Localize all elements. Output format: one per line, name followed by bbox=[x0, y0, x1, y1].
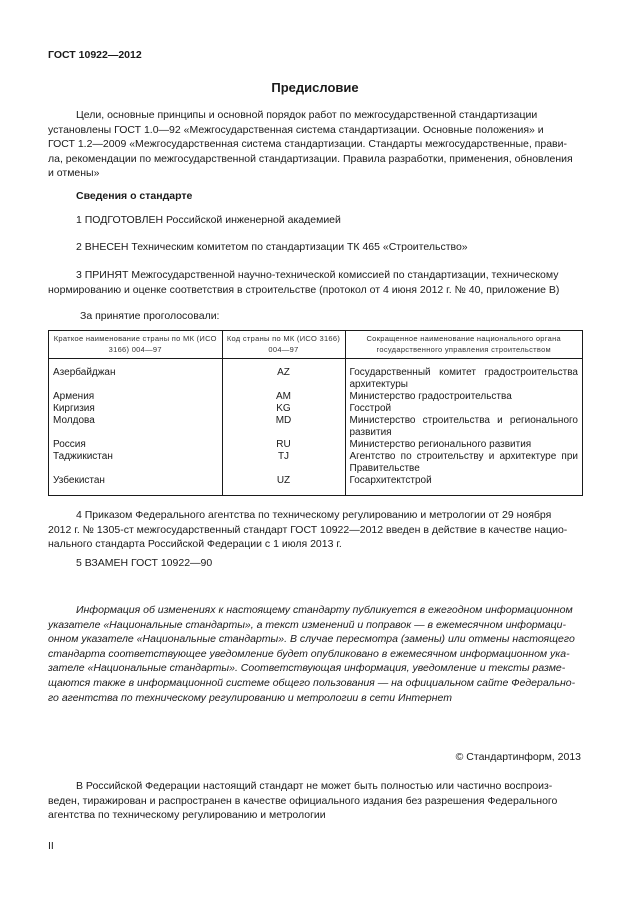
table-cell-code: MD bbox=[222, 415, 345, 439]
document-code-header: ГОСТ 10922—2012 bbox=[48, 49, 142, 61]
table-cell-organ: Госархитектстрой bbox=[349, 475, 432, 486]
info-notice bbox=[48, 603, 581, 705]
table-row bbox=[49, 451, 582, 475]
table-cell-country: Узбекистан bbox=[49, 475, 222, 495]
item-3-line: 3 ПРИНЯТ Межгосударственной научно-технической комиссией по стандартизации, техническому bbox=[76, 269, 559, 281]
intro-line: Цели, основные принципы и основной порядок работ по межгосударственной стандартизации bbox=[76, 109, 538, 121]
column-header-code: Код страны по МК (ИСО 3166) 004—97 bbox=[222, 331, 345, 359]
table-row bbox=[49, 475, 582, 495]
voted-label: За принятие проголосовали: bbox=[80, 310, 220, 322]
item-3 bbox=[48, 268, 581, 297]
table-cell-code: RU bbox=[222, 439, 345, 451]
table-cell-code: TJ bbox=[222, 451, 345, 475]
item-4-line: 2012 г. № 1305-ст межгосударственный стандарт ГОСТ 10922—2012 введен в действие в качестве нацио- bbox=[48, 523, 568, 536]
item-5: 5 ВЗАМЕН ГОСТ 10922—90 bbox=[76, 557, 213, 569]
intro-line: установлены ГОСТ 1.0—92 «Межгосударственная система стандартизации. Основные положения» и bbox=[48, 123, 544, 136]
table-row bbox=[49, 391, 582, 403]
table-cell-organ: Госстрой bbox=[349, 403, 392, 414]
info-line: онном указателе «Национальные стандарты». В случае пересмотра (замены) или отмены настоящего bbox=[48, 633, 575, 646]
intro-paragraph bbox=[48, 108, 581, 181]
item-2: 2 ВНЕСЕН Техническим комитетом по стандартизации ТК 465 «Строительство» bbox=[76, 241, 468, 253]
voting-table bbox=[48, 330, 583, 496]
intro-line: ГОСТ 1.2—2009 «Межгосударственная система стандартизации. Стандарты межгосударственные, прави- bbox=[48, 138, 567, 151]
item-4-line: нального стандарта Российской Федерации с 1 июля 2013 г. bbox=[48, 538, 342, 551]
table-cell-code: KG bbox=[222, 403, 345, 415]
table-row bbox=[49, 439, 582, 451]
table-cell-country: Азербайджан bbox=[49, 359, 222, 392]
info-line: щаются также в информационной системе общего пользования — на официальном сайте Федерально- bbox=[48, 676, 576, 689]
table-row bbox=[49, 403, 582, 415]
table-cell-country: Киргизия bbox=[49, 403, 222, 415]
item-1: 1 ПОДГОТОВЛЕН Российской инженерной академией bbox=[76, 214, 341, 226]
table-row bbox=[49, 359, 582, 392]
table-cell-organ: Министерство строительства и регионального развития bbox=[349, 415, 578, 438]
item-3-line: нормированию и оценке соответствия в строительстве (протокол от 4 июня 2012 г. № 40, приложение В) bbox=[48, 283, 560, 296]
notice-line: веден, тиражирован и распространен в качестве официального издания без разрешения Федерального bbox=[48, 794, 558, 807]
page-number: II bbox=[48, 840, 54, 852]
table-cell-organ: Министерство регионального развития bbox=[349, 439, 532, 450]
notice-line: В Российской Федерации настоящий стандарт не может быть полностью или частично воспроиз- bbox=[76, 780, 553, 792]
table-row bbox=[49, 415, 582, 439]
table-cell-code: UZ bbox=[222, 475, 345, 495]
table-cell-organ: Министерство градостроительства bbox=[349, 391, 512, 402]
column-header-country: Краткое наименование страны по МК (ИСО 3166) 004—97 bbox=[49, 331, 222, 359]
item-4 bbox=[48, 508, 581, 552]
info-line: го агентства по техническому регулированию и метрологии в сети Интернет bbox=[48, 691, 453, 704]
table-cell-country: Армения bbox=[49, 391, 222, 403]
table-cell-country: Россия bbox=[49, 439, 222, 451]
intro-line: и отмены» bbox=[48, 167, 100, 180]
table-cell-code: AM bbox=[222, 391, 345, 403]
copyright-notice: © Стандартинформ, 2013 bbox=[455, 751, 581, 763]
intro-line: ла, рекомендации по межгосударственной стандартизации. Правила разработки, применения, обновления bbox=[48, 152, 573, 165]
table-cell-organ: Агентство по строительству и архитектуре при Правительстве bbox=[349, 451, 578, 474]
distribution-notice bbox=[48, 779, 581, 823]
section-heading: Сведения о стандарте bbox=[76, 190, 193, 202]
info-line: стандарта соответствующее уведомление будет опубликовано в ежемесячном информационном ука- bbox=[48, 647, 570, 660]
item-4-line: 4 Приказом Федерального агентства по техническому регулированию и метрологии от 29 ноября bbox=[76, 509, 552, 521]
table-cell-country: Таджикистан bbox=[49, 451, 222, 475]
notice-line: агентства по техническому регулированию и метрологии bbox=[48, 809, 326, 822]
info-line: зателе «Национальные стандарты». Соответствующая информация, уведомление и тексты разме- bbox=[48, 662, 566, 675]
page-title: Предисловие bbox=[271, 80, 359, 95]
table-cell-country: Молдова bbox=[49, 415, 222, 439]
column-header-organ: Сокращенное наименование национального органа государственного управления строительством bbox=[345, 331, 582, 359]
info-line: Информация об изменениях к настоящему стандарту публикуется в ежегодном информационном bbox=[76, 604, 573, 616]
table-cell-organ: Государственный комитет градостроительства архитектуры bbox=[349, 367, 578, 390]
info-line: указателе «Национальные стандарты», а текст изменений и поправок — в ежемесячном информаци- bbox=[48, 618, 567, 631]
table-cell-code: AZ bbox=[222, 359, 345, 392]
